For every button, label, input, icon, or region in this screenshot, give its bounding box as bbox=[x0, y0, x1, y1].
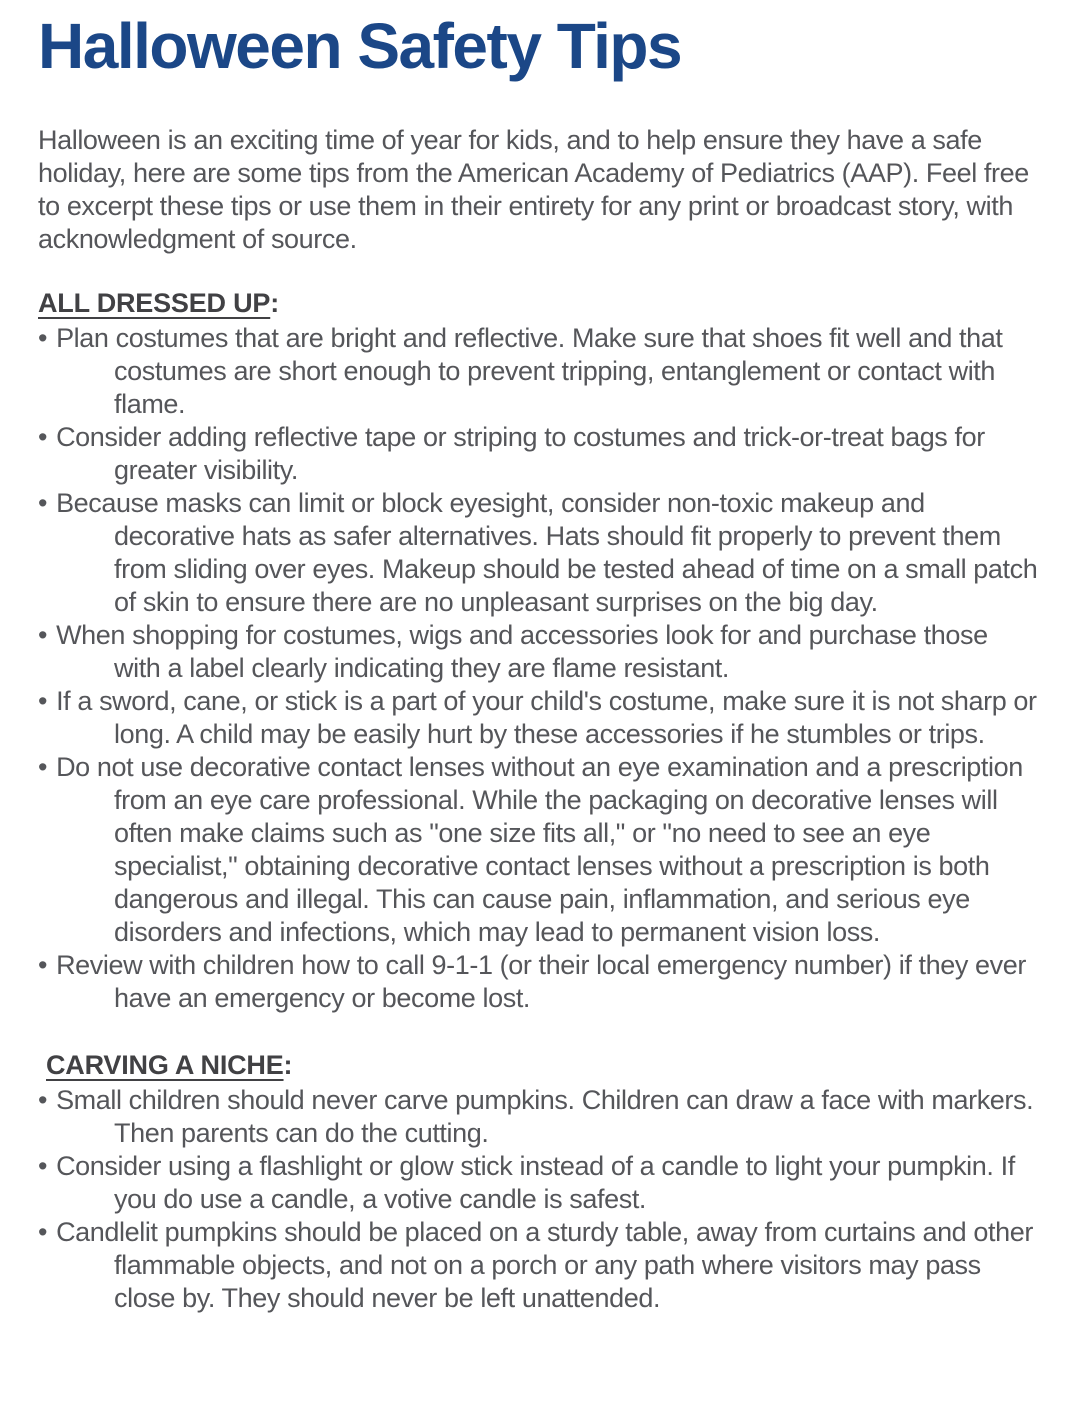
section-heading-colon: : bbox=[270, 288, 280, 318]
list-item-text: Do not use decorative contact lenses without an eye examination and a prescription from an eye care professional. While the packaging on decorative lenses will often make claims such as "one size fits all," or "no need to see an eye specialist," obtaining decorative contact lenses without a prescription is both dangerous and illegal. This can cause pain, inflammation, and serious eye disorders and infections, which may lead to permanent vision loss. bbox=[56, 752, 1023, 947]
list-item-text: Review with children how to call 9-1-1 (or their local emergency number) if they ever have an emergency or become lost. bbox=[56, 950, 1026, 1013]
list-item-text: Candlelit pumpkins should be placed on a sturdy table, away from curtains and other flammable objects, and not on a porch or any path where visitors may pass close by. They should never be left unattended. bbox=[56, 1217, 1033, 1313]
list-item-text: When shopping for costumes, wigs and accessories look for and purchase those with a label clearly indicating they are flame resistant. bbox=[56, 620, 988, 683]
bullet-icon: • bbox=[38, 752, 48, 782]
bullet-icon: • bbox=[38, 950, 48, 980]
list-item-text: Consider adding reflective tape or striping to costumes and trick-or-treat bags for greater visibility. bbox=[56, 422, 985, 485]
section-heading-colon: : bbox=[283, 1050, 293, 1080]
bullet-list bbox=[38, 1084, 1038, 1315]
list-item-text: Because masks can limit or block eyesight, consider non-toxic makeup and decorative hats as safer alternatives. Hats should fit properly to prevent them from sliding over eyes. Makeup should be tested ahead of time on a small patch of skin to ensure there are no unpleasant surprises on the big day. bbox=[56, 488, 1038, 617]
bullet-icon: • bbox=[38, 1151, 48, 1181]
list-item bbox=[38, 487, 1038, 619]
list-item bbox=[38, 1150, 1038, 1216]
list-item bbox=[38, 1084, 1038, 1150]
bullet-icon: • bbox=[38, 323, 48, 353]
list-item bbox=[38, 619, 1038, 685]
section-heading-text: CARVING A NICHE bbox=[46, 1050, 284, 1080]
intro-paragraph: Halloween is an exciting time of year for kids, and to help ensure they have a safe holiday, here are some tips from the American Academy of Pediatrics (AAP). Feel free to excerpt these tips or use them in their entirety for any print or broadcast story, with acknowledgment of source. bbox=[38, 125, 1029, 254]
list-item bbox=[38, 751, 1038, 949]
bullet-icon: • bbox=[38, 488, 48, 518]
section-carving-a-niche bbox=[38, 1049, 1038, 1315]
list-item-text: Plan costumes that are bright and reflective. Make sure that shoes fit well and that costumes are short enough to prevent tripping, entanglement or contact with flame. bbox=[56, 323, 1003, 419]
bullet-icon: • bbox=[38, 422, 48, 452]
bullet-icon: • bbox=[38, 1085, 48, 1115]
bullet-icon: • bbox=[38, 1217, 48, 1247]
list-item bbox=[38, 421, 1038, 487]
list-item bbox=[38, 949, 1038, 1015]
bullet-list bbox=[38, 322, 1038, 1015]
bullet-icon: • bbox=[38, 620, 48, 650]
section-heading-text: ALL DRESSED UP bbox=[38, 288, 271, 318]
list-item bbox=[38, 685, 1038, 751]
list-item bbox=[38, 1216, 1038, 1315]
section-heading bbox=[38, 287, 1038, 320]
section-heading bbox=[38, 1049, 1038, 1082]
list-item bbox=[38, 322, 1038, 421]
list-item-text: Small children should never carve pumpkins. Children can draw a face with markers. Then parents can do the cutting. bbox=[56, 1085, 1034, 1148]
list-item-text: Consider using a flashlight or glow stick instead of a candle to light your pumpkin. If you do use a candle, a votive candle is safest. bbox=[56, 1151, 1015, 1214]
section-all-dressed-up bbox=[38, 287, 1038, 1015]
bullet-icon: • bbox=[38, 686, 48, 716]
list-item-text: If a sword, cane, or stick is a part of your child's costume, make sure it is not sharp or long. A child may be easily hurt by these accessories if he stumbles or trips. bbox=[56, 686, 1037, 749]
page-title: Halloween Safety Tips bbox=[38, 10, 682, 82]
